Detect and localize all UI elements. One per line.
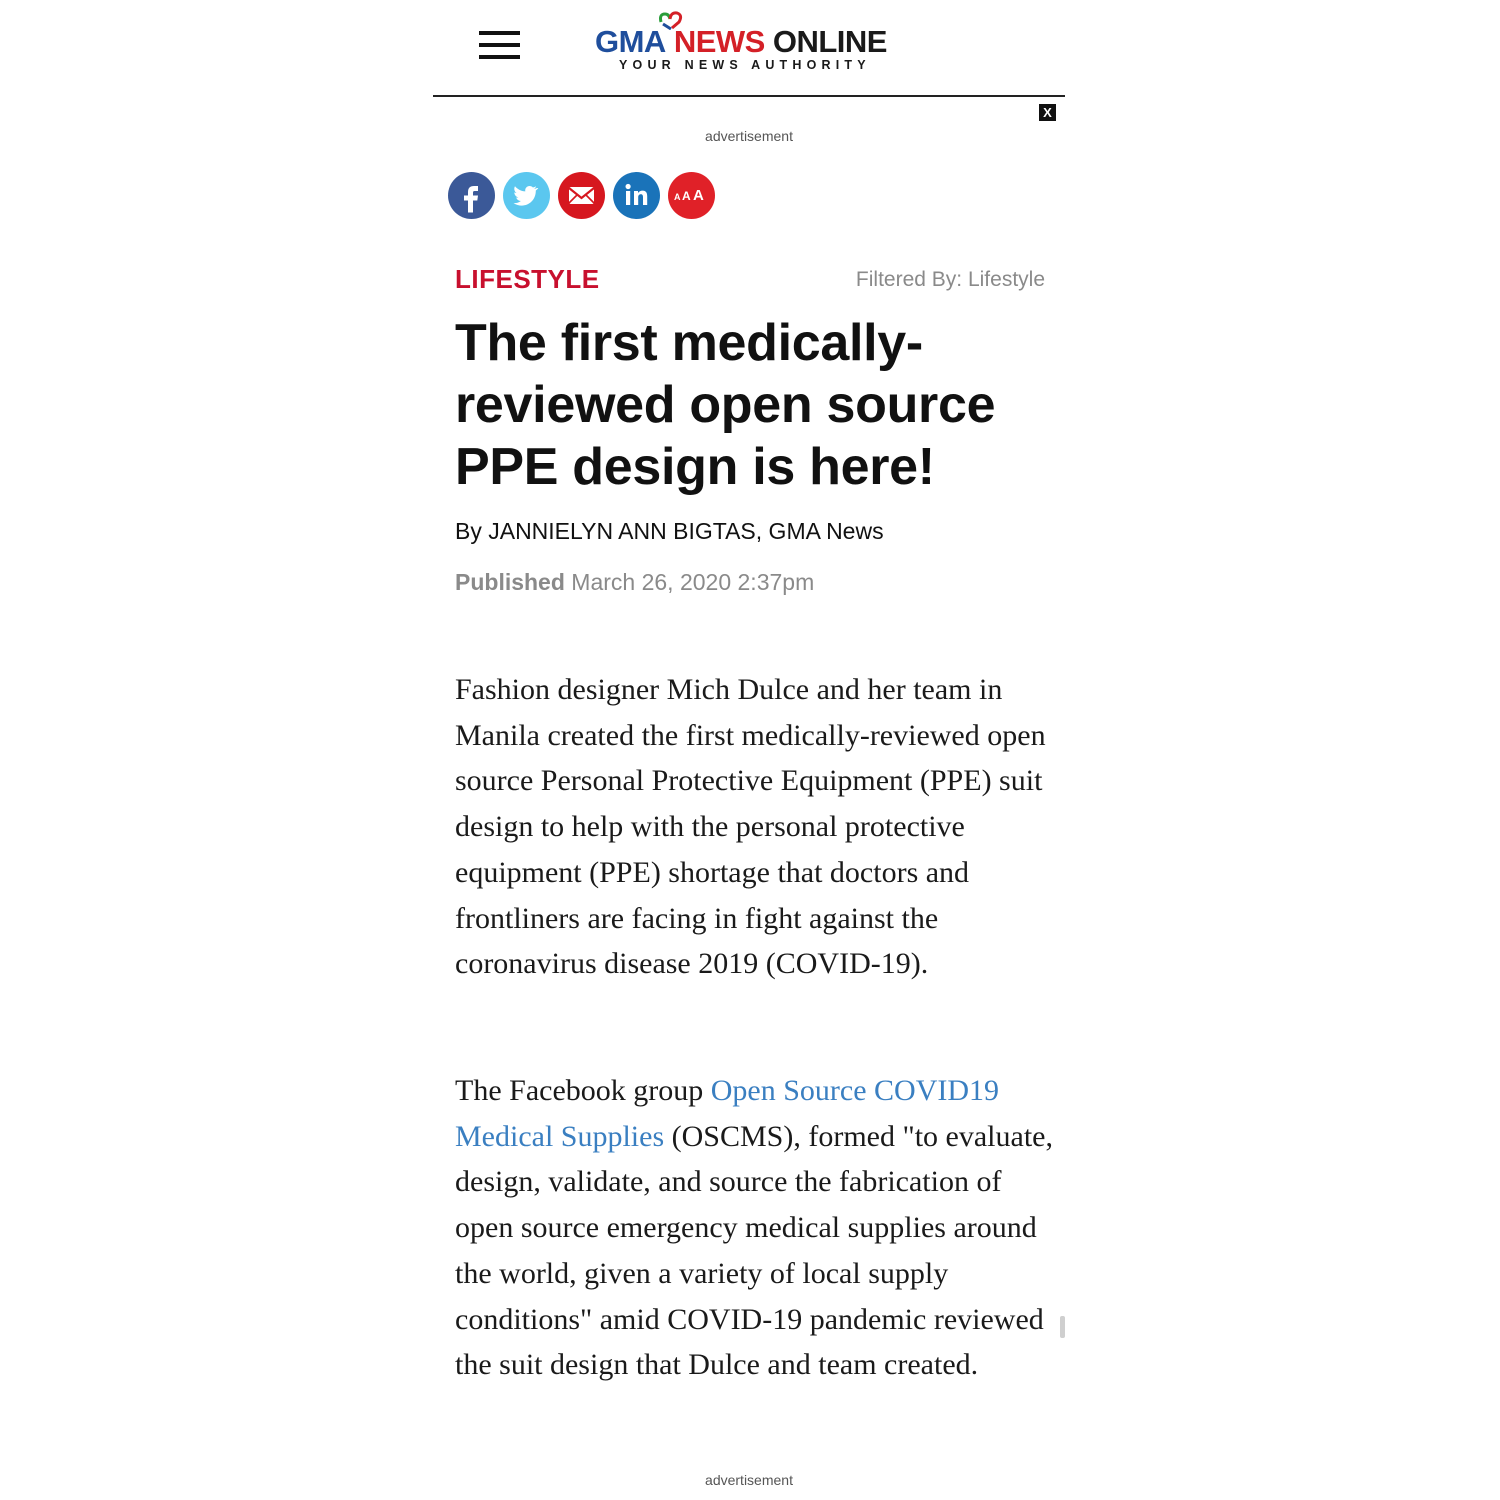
svg-text:A: A [682, 189, 691, 203]
published-line [455, 569, 814, 596]
article-paragraph: Fashion designer Mich Dulce and her team in Manila created the first medically-reviewed open source Personal Protective Equipment (PPE) suit design to help with the personal protective equipment (PPE) shortage that doctors and frontliners are facing in fight against the coronavirus disease 2019 (COVID-19). [455, 673, 1046, 981]
filter-label: Filtered By: Lifestyle [855, 268, 1045, 291]
scrollbar-thumb[interactable] [1060, 1316, 1065, 1338]
twitter-share-button[interactable] [503, 172, 550, 219]
linkedin-icon [613, 172, 660, 219]
svg-text:A: A [693, 187, 704, 204]
advertisement-label-bottom: advertisement [705, 1472, 793, 1488]
logo-news: NEWS [673, 24, 765, 59]
article-paragraph [455, 1068, 1055, 1388]
mail-icon [558, 172, 605, 219]
font-size-button[interactable] [668, 172, 715, 219]
facebook-share-button[interactable] [448, 172, 495, 219]
article-byline: By JANNIELYN ANN BIGTAS, GMA News [455, 518, 884, 544]
published-date: March 26, 2020 2:37pm [571, 569, 815, 595]
paragraph-text: The Facebook group [455, 1074, 711, 1107]
site-header [433, 0, 1065, 97]
logo-wordmark [595, 24, 887, 60]
twitter-icon [503, 172, 550, 219]
oscms-facebook-group-link[interactable]: Open Source COVID19 Medical Supplies [455, 1074, 1000, 1153]
published-label: Published [455, 569, 565, 595]
facebook-icon [448, 172, 495, 219]
svg-text:A: A [674, 192, 681, 202]
logo-tagline: YOUR NEWS AUTHORITY [619, 58, 871, 72]
menu-icon[interactable] [479, 31, 520, 61]
font-size-icon [668, 172, 715, 219]
section-label[interactable]: LIFESTYLE [455, 264, 600, 294]
article-page [433, 0, 1065, 1500]
logo-gma: GMA [595, 24, 666, 59]
site-logo[interactable] [593, 10, 923, 80]
email-share-button[interactable] [558, 172, 605, 219]
article-headline: The first medically-reviewed open source PPE design is here! [455, 314, 996, 496]
advertisement-label-top: advertisement [705, 128, 793, 144]
paragraph-text: (OSCMS), formed "to evaluate, design, validate, and source the fabrication of open source emergency medical supplies around the world, given a variety of local supply conditions" amid COVID-19 pandemic reviewed the suit design that Dulce and team created. [455, 1119, 1053, 1382]
ad-close-button[interactable]: X [1039, 104, 1056, 121]
linkedin-share-button[interactable] [613, 172, 660, 219]
logo-online: ONLINE [772, 24, 887, 59]
